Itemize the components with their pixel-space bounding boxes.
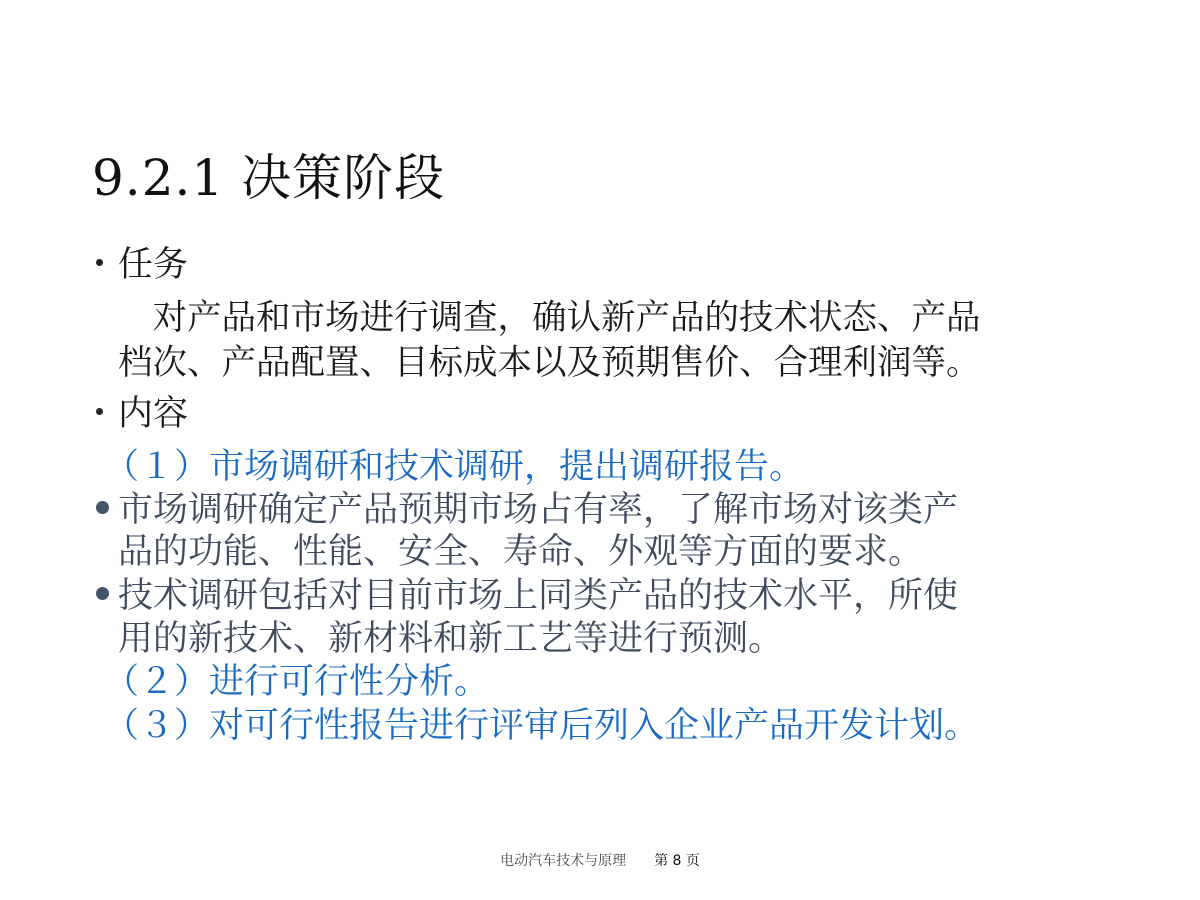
footer-page-number: 第 8 页	[654, 853, 700, 869]
content-item-1: （１）市场调研和技术调研，提出调研报告。	[104, 447, 805, 487]
sub1-line-2: 品的功能、性能、安全、寿命、外观等方面的要求。	[118, 532, 924, 572]
bullet-dot	[96, 408, 103, 415]
sub2-line-1: 技术调研包括对目前市场上同类产品的技术水平，所使	[118, 576, 959, 616]
content-item-3: （３）对可行性报告进行评审后列入企业产品开发计划。	[104, 706, 980, 746]
task-heading: 任务	[118, 245, 189, 285]
sub2-line-2: 用的新技术、新材料和新工艺等进行预测。	[118, 619, 784, 659]
task-line-2: 档次、产品配置、目标成本以及预期售价、合理利润等。	[118, 343, 981, 383]
footer-course-title: 电动汽车技术与原理	[500, 853, 627, 869]
bullet-dot	[96, 259, 103, 266]
task-line-1: 对产品和市场进行调查，确认新产品的技术状态、产品	[118, 298, 981, 338]
footer	[0, 850, 1200, 870]
sub-bullet-dot	[96, 501, 109, 514]
content-item-2: （２）进行可行性分析。	[104, 662, 490, 702]
sub-bullet-dot	[96, 587, 109, 600]
slide-title: 9.2.1 决策阶段	[92, 149, 446, 207]
sub1-line-1: 市场调研确定产品预期市场占有率，了解市场对该类产	[118, 490, 959, 530]
content-heading: 内容	[118, 394, 189, 434]
